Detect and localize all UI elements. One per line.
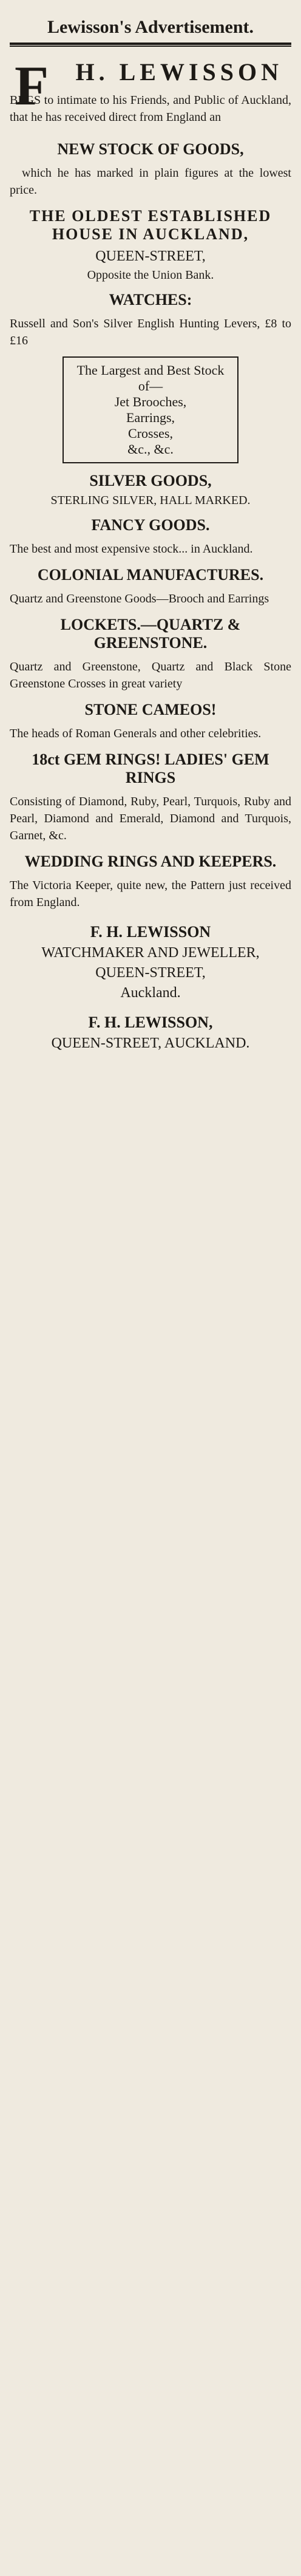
box-line-3: Jet Brooches, [114,394,187,409]
section-text-9: Consisting of Diamond, Ruby, Pearl, Turquois, Ruby and Pearl, Diamond and Emerald, Diamond and Turquois, Garnet, &c. [10,795,291,842]
section-text-3: Russell and Son's Silver English Hunting Levers, £8 to £16 [10,317,291,347]
header-title: Lewisson's Advertisement. [47,17,254,37]
footer-line: WATCHMAKER AND JEWELLER, [41,945,260,961]
section-text-5: The best and most expensive stock... in Auckland. [10,542,253,556]
section-title-2: THE OLDEST ESTABLISHED HOUSE IN AUCKLAND, [29,207,272,243]
section-title-9: 18ct GEM RINGS! LADIES' GEM RINGS [32,751,269,786]
box-line-2: of— [138,378,163,394]
jet-box [63,356,238,463]
section-text-6: Quartz and Greenstone Goods—Brooch and Earrings [10,592,269,605]
section-text-1: which he has marked in plain figures at the lowest price. [10,166,291,197]
section-sub-2: QUEEN-STREET, [95,248,206,264]
section-title-4: SILVER GOODS, [89,472,212,489]
section-title-8: STONE CAMEOS! [84,701,217,718]
section-text-4: STERLING SILVER, HALL MARKED. [50,494,251,507]
section-title-3: WATCHES: [109,291,192,308]
section-title-7: LOCKETS.—QUARTZ & GREENSTONE. [60,616,241,652]
initial-letter: F [15,55,49,117]
section-text-2: Opposite the Union Bank. [87,268,214,282]
section-text-8: The heads of Roman Generals and other celebrities. [10,727,262,740]
head-block [10,44,291,132]
footer-city: Auckland. [120,985,181,1001]
section-title-6: COLONIAL MANUFACTURES. [37,566,264,584]
section-text-10: The Victoria Keeper, quite new, the Pattern just received from England. [10,879,291,909]
signature-address: QUEEN-STREET, AUCKLAND. [51,1035,250,1051]
signature-name: F. H. LEWISSON, [88,1014,213,1031]
box-line-5: Crosses, [128,426,173,441]
section-text-7: Quartz and Greenstone, Quartz and Black Stone Greenstone Crosses in great variety [10,660,291,690]
box-line-1: The Largest and Best Stock [76,363,225,378]
section-title-5: FANCY GOODS. [91,516,210,534]
section-title-10: WEDDING RINGS AND KEEPERS. [24,853,277,870]
section-title-1: NEW STOCK OF GOODS, [57,140,244,158]
box-line-6: &c., &c. [127,441,174,457]
footer-name: F. H. LEWISSON [90,923,211,941]
page-header [10,0,291,44]
intro-text: BEGS to intimate to his Friends, and Public of Auckland, that he has received direct from England an [10,94,291,124]
name-title: H. LEWISSON [75,58,283,86]
footer-street: QUEEN-STREET, [95,965,206,981]
box-line-4: Earrings, [126,410,175,425]
